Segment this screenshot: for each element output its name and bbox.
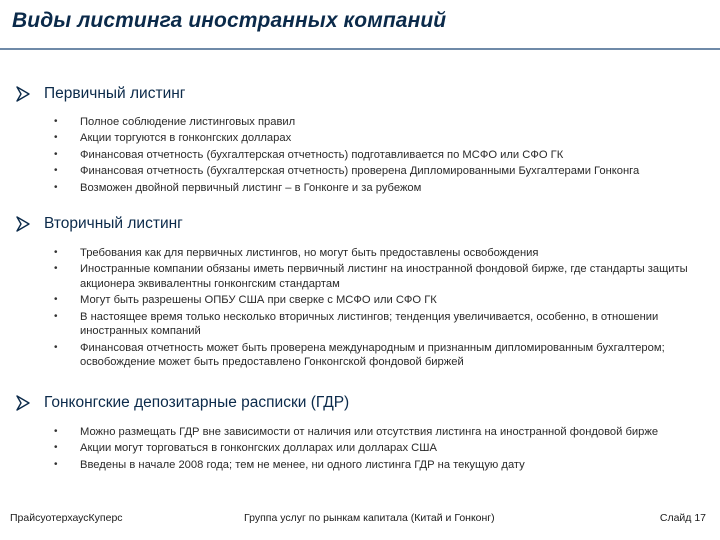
bullet-dot-icon: • (54, 294, 58, 306)
list-item-text: В настоящее время только несколько вторичных листингов; тенденция увеличивается, особенно, в отношении иностранных компаний (80, 310, 659, 338)
list-item-text: Иностранные компании обязаны иметь первичный листинг на иностранной фондовой бирже, где стандарты защиты акционера эквивалентны гонконгским стандартам (80, 263, 688, 290)
list-item-text: Акции могут торговаться в гонконгских долларах или долларах США (80, 442, 437, 455)
list-item-text: Финансовая отчетность (бухгалтерская отчетность) подготавливается по МСФО или СФО ГК (80, 148, 564, 161)
list-item (16, 425, 696, 440)
list-item (16, 148, 696, 163)
list-item (16, 293, 696, 308)
list-item-text: Возможен двойной первичный листинг – в Гонконге и за рубежом (80, 181, 422, 194)
bullet-dot-icon: • (54, 165, 58, 177)
slide-footer (0, 512, 720, 530)
slide-title: Виды листинга иностранных компаний (12, 9, 447, 32)
bullet-dot-icon: • (54, 442, 58, 454)
list-item (16, 310, 696, 339)
list-item-text: Можно размещать ГДР вне зависимости от наличия или отсутствия листинга на иностранной фондовой бирже (80, 426, 659, 438)
bullet-dot-icon: • (54, 458, 58, 470)
bullet-dot-icon: • (54, 132, 58, 144)
list-item (16, 181, 696, 196)
list-item (16, 341, 696, 370)
list-item-text: Могут быть разрешены ОПБУ США при сверке с МСФО или СФО ГК (80, 294, 437, 307)
bullet-dot-icon: • (54, 116, 58, 127)
bullet-dot-icon: • (54, 247, 58, 258)
slide-number: Слайд 17 (659, 512, 706, 524)
bullet-dot-icon: • (54, 181, 58, 193)
list-item (16, 131, 696, 146)
arrow-bullet-icon (16, 395, 30, 411)
bullet-dot-icon: • (54, 341, 58, 353)
footer-company: ПрайсуотерхаусКуперс (10, 512, 123, 524)
title-divider (0, 48, 720, 50)
bullet-list (16, 115, 696, 195)
list-item (16, 458, 696, 473)
list-item-text: Требования как для первичных листингов, но могут быть предоставлены освобождения (80, 247, 539, 259)
bullet-dot-icon: • (54, 148, 58, 160)
section-heading (16, 214, 696, 234)
section-heading-text: Гонконгские депозитарные расписки (ГДР) (44, 394, 350, 411)
list-item (16, 115, 696, 130)
list-item-text: Финансовая отчетность может быть проверена международным и признанным дипломированным бухгалтером; освобождение может быть предоставлено Гонконгской фондовой биржей (80, 341, 665, 369)
list-item (16, 164, 696, 179)
bullet-dot-icon: • (54, 263, 58, 275)
bullet-dot-icon: • (54, 310, 58, 322)
section-secondary-listing (16, 214, 696, 372)
section-heading-text: Вторичный листинг (44, 215, 183, 232)
list-item (16, 441, 696, 456)
list-item-text: Полное соблюдение листинговых правил (80, 116, 296, 128)
section-hk-depositary-receipts (16, 393, 696, 474)
section-heading (16, 393, 696, 413)
section-heading-text: Первичный листинг (44, 85, 186, 102)
arrow-bullet-icon (16, 86, 30, 102)
list-item-text: Финансовая отчетность (бухгалтерская отчетность) проверена Дипломированными Бухгалтерами Гонконга (80, 165, 640, 178)
section-heading (16, 84, 696, 104)
arrow-bullet-icon (16, 216, 30, 232)
bullet-dot-icon: • (54, 426, 58, 437)
list-item (16, 262, 696, 291)
list-item-text: Акции торгуются в гонконгских долларах (80, 132, 292, 145)
section-primary-listing (16, 84, 696, 197)
bullet-list (16, 246, 696, 370)
bullet-list (16, 425, 696, 472)
list-item-text: Введены в начале 2008 года; тем не менее, ни одного листинга ГДР на текущую дату (80, 458, 525, 471)
footer-group: Группа услуг по рынкам капитала (Китай и Гонконг) (244, 512, 495, 524)
list-item (16, 246, 696, 261)
